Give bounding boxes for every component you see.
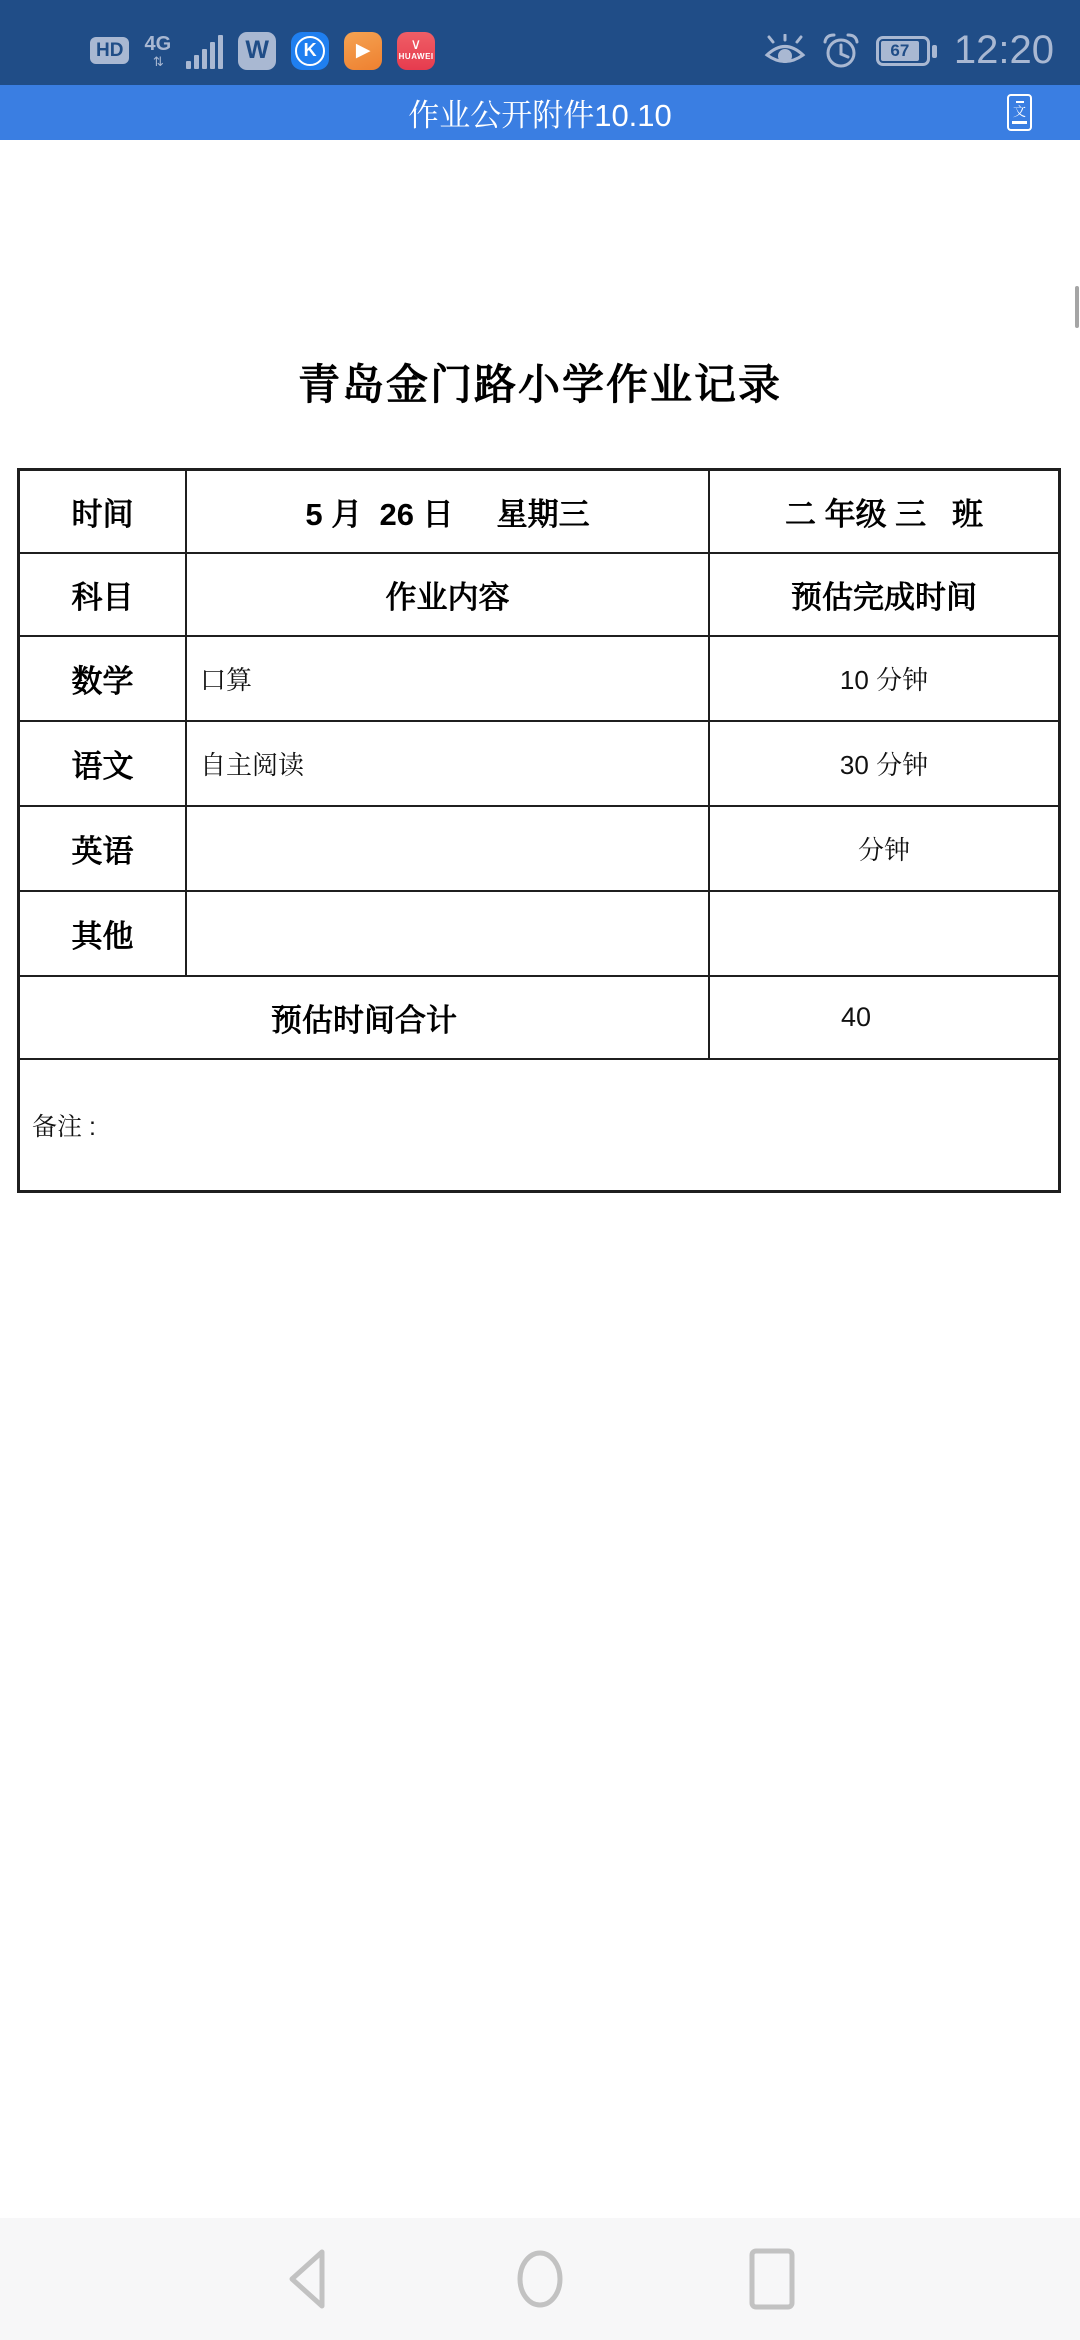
subject-header-cell: 科目 — [20, 554, 187, 635]
status-bar — [0, 0, 1080, 85]
est-time-header-cell: 预估完成时间 — [791, 580, 977, 615]
k-app-icon: K — [291, 32, 329, 70]
alarm-clock-icon — [822, 32, 860, 70]
battery-percent: 67 — [881, 41, 919, 61]
document-viewer — [0, 140, 1080, 2218]
total-value: 40 — [840, 1002, 872, 1032]
time-cell — [710, 892, 1058, 975]
table-row-remark — [20, 1060, 1058, 1190]
network-4g-icon: 4G ⇅ — [144, 32, 172, 69]
total-label-cell: 预估时间合计 — [20, 977, 710, 1058]
subject-cell: 其他 — [20, 892, 187, 975]
subject-cell: 数学 — [20, 637, 187, 720]
huawei-label: HUAWEI — [398, 52, 434, 61]
homework-table — [17, 468, 1061, 1193]
wps-office-icon: W — [238, 32, 276, 70]
content-cell — [187, 892, 710, 975]
eye-comfort-icon — [764, 34, 806, 68]
nav-recents-button[interactable] — [746, 2246, 798, 2312]
table-row-header — [20, 554, 1058, 637]
document-title: 青岛金门路小学作业记录 — [297, 361, 782, 408]
scrollbar[interactable] — [1075, 286, 1079, 328]
status-bar-left — [90, 32, 435, 70]
remark-cell: 备注 : — [32, 1113, 96, 1141]
page-title: 作业公开附件10.10 — [408, 98, 672, 133]
date-cell: 5 月 26 日 星期三 — [187, 471, 710, 552]
time-label-cell: 时间 — [20, 471, 187, 552]
nav-back-button[interactable] — [282, 2246, 334, 2312]
table-row-total — [20, 977, 1058, 1060]
time-cell: 30 分钟 — [839, 750, 929, 780]
content-cell — [187, 807, 710, 890]
app-title-bar — [0, 85, 1080, 140]
time-cell: 分钟 — [857, 835, 910, 865]
table-row-english — [20, 807, 1058, 892]
table-row-math — [20, 637, 1058, 722]
battery-icon — [876, 36, 930, 66]
signal-strength-icon — [186, 33, 223, 69]
huawei-app-icon: ∨ HUAWEI — [397, 32, 435, 70]
class-cell: 二 年级 三 班 — [784, 497, 984, 532]
table-row-chinese — [20, 722, 1058, 807]
hd-voice-icon: HD — [90, 37, 129, 64]
status-clock: 12:20 — [953, 28, 1054, 72]
document-tool-icon[interactable]: 文 — [1007, 94, 1032, 131]
time-cell: 10 分钟 — [839, 665, 929, 695]
video-play-icon: ▶ — [344, 32, 382, 70]
table-row-other — [20, 892, 1058, 977]
content-header-cell: 作业内容 — [187, 554, 710, 635]
subject-cell: 英语 — [20, 807, 187, 890]
table-row-time — [20, 471, 1058, 554]
total-value-cell — [710, 977, 1058, 1058]
subject-cell: 语文 — [20, 722, 187, 805]
status-bar-right — [764, 28, 1054, 73]
content-cell: 自主阅读 — [187, 722, 710, 805]
content-cell: 口算 — [187, 637, 710, 720]
nav-home-button[interactable] — [514, 2246, 566, 2312]
android-nav-bar — [0, 2218, 1080, 2340]
